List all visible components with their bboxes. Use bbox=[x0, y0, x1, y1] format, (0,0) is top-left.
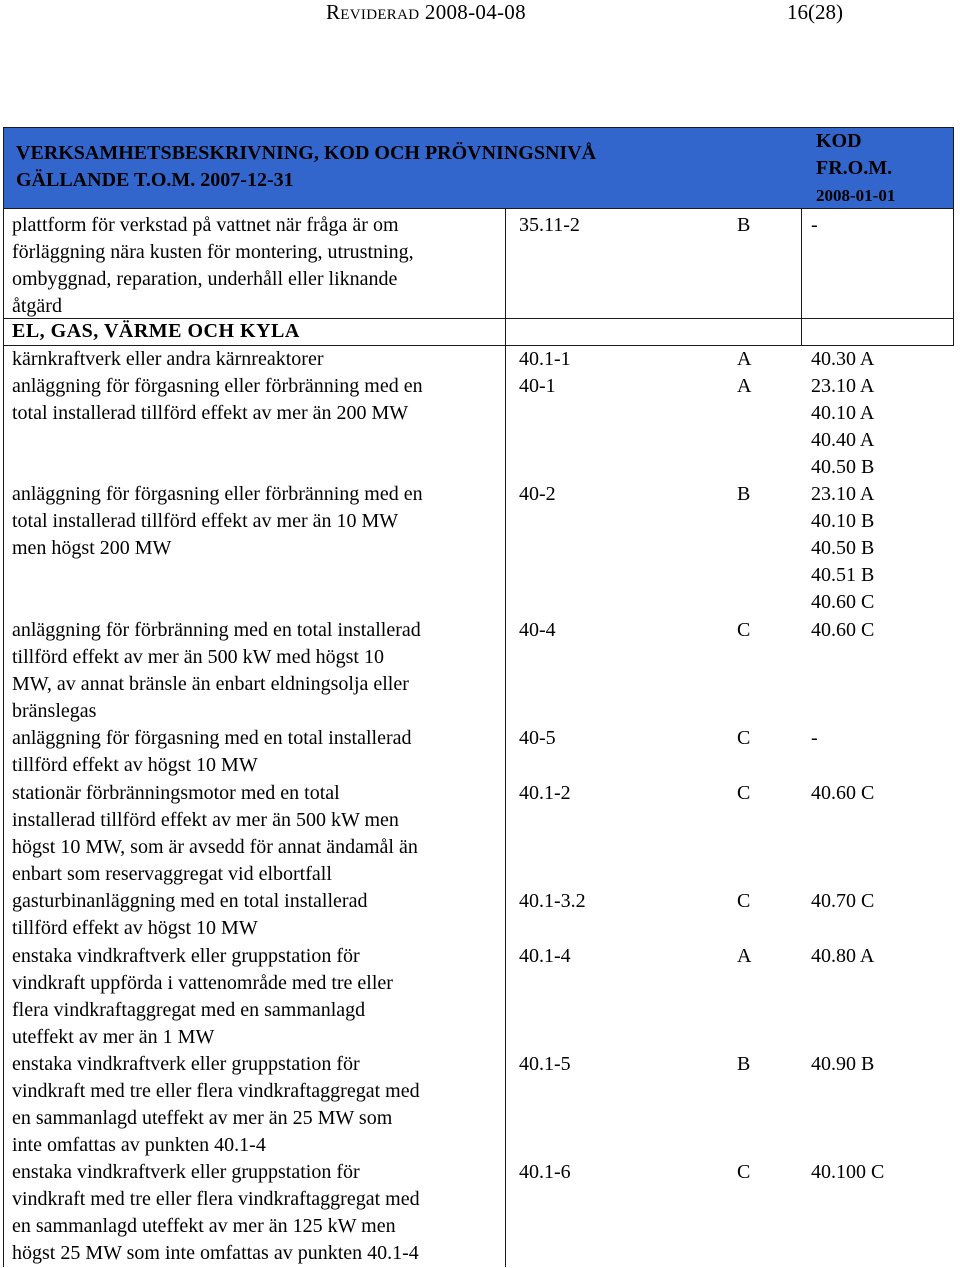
column-divider-kod bbox=[801, 209, 802, 345]
table-header-title-line2: GÄLLANDE T.O.M. 2007-12-31 bbox=[16, 169, 294, 191]
table-header-kod bbox=[816, 128, 946, 209]
row-level: C bbox=[737, 890, 751, 912]
row-code: 40.1-5 bbox=[519, 1053, 571, 1075]
row-description: kärnkraftverk eller andra kärnreaktorer bbox=[12, 348, 324, 370]
revision-date: Reviderad 2008-04-08 bbox=[326, 0, 526, 24]
row-new-code: 40.60 C bbox=[811, 619, 875, 641]
kod-from-label: FR.O.M. bbox=[816, 157, 893, 179]
page-header bbox=[0, 0, 960, 30]
row-new-code: 23.10 A 40.10 A 40.40 A 40.50 B bbox=[811, 375, 875, 478]
table-header-title-line1: VERKSAMHETSBESKRIVNING, KOD OCH PRÖVNINGSNIVÅ bbox=[16, 142, 597, 164]
row-level: A bbox=[737, 348, 752, 370]
row-code: 40.1-3.2 bbox=[519, 890, 586, 912]
row-new-code: 40.80 A bbox=[811, 945, 875, 967]
row-description: enstaka vindkraftverk eller gruppstation för vindkraft uppförda i vattenområde med tre eller flera vindkraftaggregat med en sammanlagd uteffekt av mer än 1 MW bbox=[12, 945, 393, 1048]
row-code: 35.11-2 bbox=[519, 214, 580, 236]
row-level: C bbox=[737, 727, 751, 749]
row-code: 40.1-1 bbox=[519, 348, 571, 370]
row-new-code: 40.30 A bbox=[811, 348, 875, 370]
row-level: B bbox=[737, 214, 751, 236]
row-code: 40-5 bbox=[519, 727, 556, 749]
row-code: 40-2 bbox=[519, 483, 556, 505]
row-new-code: - bbox=[811, 727, 818, 749]
row-level: C bbox=[737, 1161, 751, 1183]
row-description: anläggning för förgasning med en total installerad tillförd effekt av högst 10 MW bbox=[12, 727, 412, 776]
row-new-code: 40.60 C bbox=[811, 782, 875, 804]
row-description: anläggning för förgasning eller förbränning med en total installerad tillförd effekt av mer än 200 MW bbox=[12, 375, 423, 424]
row-level: A bbox=[737, 375, 752, 397]
row-new-code: - bbox=[811, 214, 818, 236]
row-new-code: 40.100 C bbox=[811, 1161, 885, 1183]
table-border-right bbox=[953, 209, 954, 345]
row-description: enstaka vindkraftverk eller gruppstation för vindkraft med tre eller flera vindkraftaggregat med en sammanlagd uteffekt av mer än 25 MW som inte omfattas av punkten 40.1-4 bbox=[12, 1053, 420, 1156]
row-level: B bbox=[737, 483, 751, 505]
row-code: 40-4 bbox=[519, 619, 556, 641]
column-divider-code bbox=[505, 209, 506, 1267]
row-level: A bbox=[737, 945, 752, 967]
row-description: gasturbinanläggning med en total installerad tillförd effekt av högst 10 MW bbox=[12, 890, 368, 939]
row-description: anläggning för förbränning med en total installerad tillförd effekt av mer än 500 kW med högst 10 MW, av annat bränsle än enbart eldningsolja eller bränslegas bbox=[12, 619, 421, 722]
row-code: 40.1-4 bbox=[519, 945, 571, 967]
row-level: C bbox=[737, 619, 751, 641]
row-description: enstaka vindkraftverk eller gruppstation för vindkraft med tre eller flera vindkraftaggregat med en sammanlagd uteffekt av mer än 125 kW men högst 25 MW som inte omfattas av punkten 40.1-4 bbox=[12, 1161, 420, 1264]
table-border-left bbox=[3, 209, 4, 1267]
row-code: 40.1-2 bbox=[519, 782, 571, 804]
row-description: plattform för verkstad på vattnet när fråga är om förläggning nära kusten för montering, utrustning, ombyggnad, reparation, underhåll eller liknande åtgärd bbox=[12, 214, 414, 317]
row-level: B bbox=[737, 1053, 751, 1075]
row-level: C bbox=[737, 782, 751, 804]
row-new-code: 23.10 A 40.10 B 40.50 B 40.51 B 40.60 C bbox=[811, 483, 875, 613]
table-header-title bbox=[16, 140, 596, 194]
row-new-code: 40.70 C bbox=[811, 890, 875, 912]
table-header bbox=[3, 127, 954, 209]
page-number: 16(28) bbox=[787, 0, 843, 24]
row-code: 40.1-6 bbox=[519, 1161, 571, 1183]
kod-date-label: 2008-01-01 bbox=[816, 186, 896, 205]
row-description: anläggning för förgasning eller förbränning med en total installerad tillförd effekt av mer än 10 MW men högst 200 MW bbox=[12, 483, 423, 559]
row-code: 40-1 bbox=[519, 375, 556, 397]
section-heading: EL, GAS, VÄRME OCH KYLA bbox=[12, 320, 300, 342]
kod-label: KOD bbox=[816, 130, 862, 152]
row-description: stationär förbränningsmotor med en total installerad tillförd effekt av mer än 500 kW men högst 10 MW, som är avsedd för annat ändamål än enbart som reservaggregat vid elbortfall bbox=[12, 782, 418, 885]
row-new-code: 40.90 B bbox=[811, 1053, 875, 1075]
